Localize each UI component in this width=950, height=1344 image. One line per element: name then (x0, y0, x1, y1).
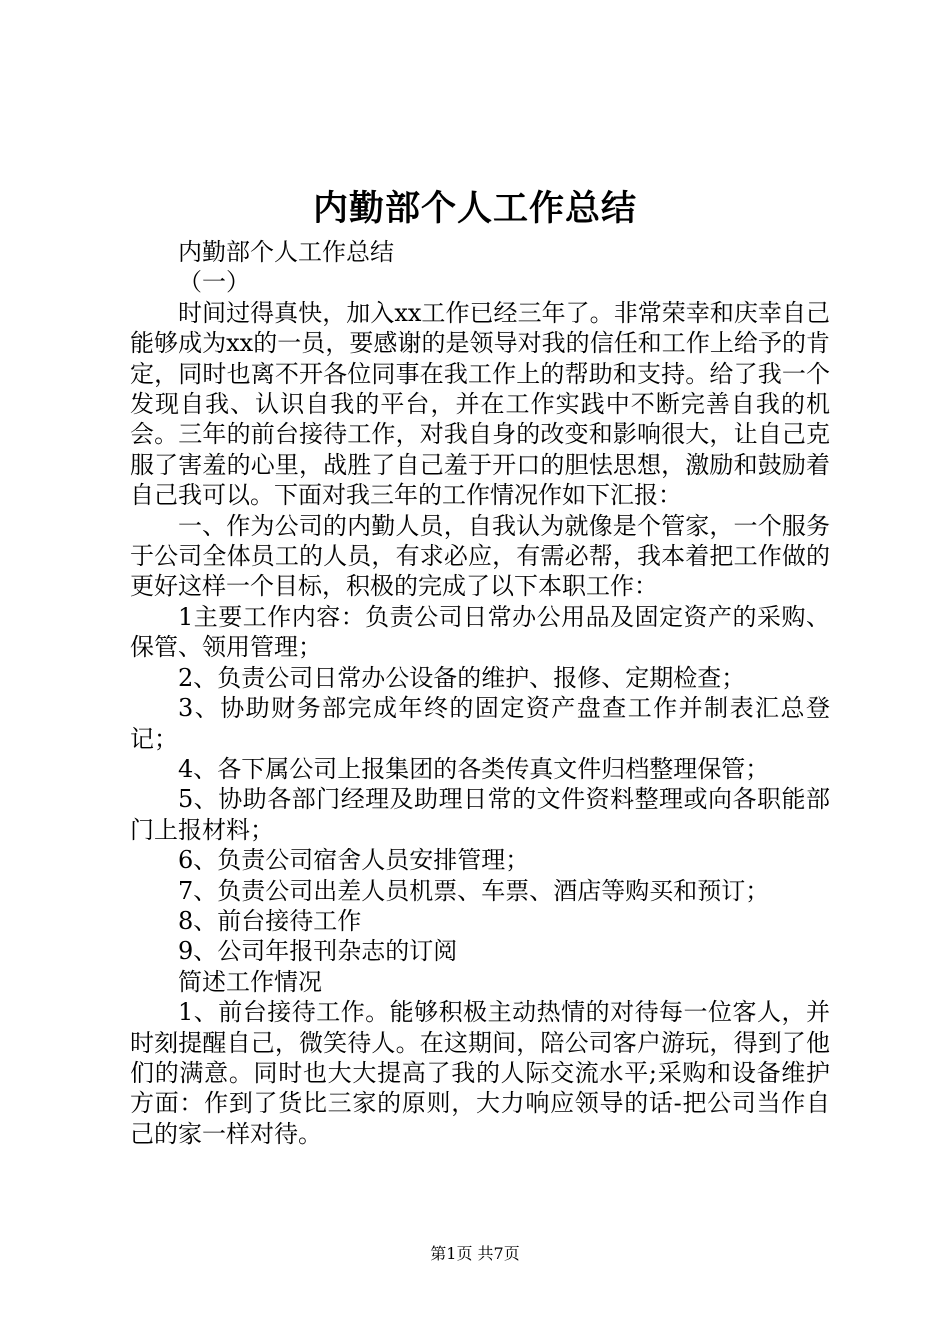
paragraph-duty-9: 9、公司年报刊杂志的订阅 (178, 937, 458, 966)
document-title: 内勤部个人工作总结 (312, 188, 637, 229)
page-footer: 第1页 共7页 (430, 1244, 520, 1263)
paragraph-duty-5: 5、协助各部门经理及助理日常的文件资料整理或向各职能部门上报材料； (130, 785, 830, 844)
paragraph-summary-heading: 简述工作情况 (178, 967, 322, 996)
document-body (130, 237, 830, 1149)
paragraph-duty-2: 2、负责公司日常办公设备的维护、报修、定期检查； (178, 663, 746, 692)
paragraph-duty-1: 1主要工作内容：负责公司日常办公用品及固定资产的采购、保管、领用管理； (130, 602, 830, 662)
paragraph-intro: 时间过得真快，加入xx工作已经三年了。非常荣幸和庆幸自己能够成为xx的一员，要感谢的是领导对我的信任和工作上给予的肯定，同时也离不开各位同事在我工作上的帮助和支持。给了我一个发现自我、认识自我的平台，并在工作实践中不断完善自我的机会。三年的前台接待工作，对我自身的改变和影响很大，让自己克服了害羞的心里，战胜了自己羞于开口的胆怯思想，激励和鼓励着自己我可以。下面对我三年的工作情况作如下汇报： (130, 298, 830, 510)
paragraph-summary-1: 1、前台接待工作。能够积极主动热情的对待每一位客人，并时刻提醒自己，微笑待人。在这期间，陪公司客户游玩，得到了他们的满意。同时也大大提高了我的人际交流水平;采购和设备维护方面：作到了货比三家的原则，大力响应领导的话-把公司当作自己的家一样对待。 (130, 998, 830, 1148)
paragraph-duty-6: 6、负责公司宿舍人员安排管理； (178, 846, 530, 875)
paragraph-duty-7: 7、负责公司出差人员机票、车票、酒店等购买和预订； (178, 876, 770, 905)
paragraph-duty-3: 3、协助财务部完成年终的固定资产盘查工作并制表汇总登记； (130, 694, 830, 753)
paragraph-section-number: （一） (178, 268, 250, 297)
paragraph-role: 一、作为公司的内勤人员，自我认为就像是个管家，一个服务于公司全体员工的人员，有求必应，有需必帮，我本着把工作做的更好这样一个目标，积极的完成了以下本职工作： (130, 511, 830, 601)
paragraph-duty-8: 8、前台接待工作 (178, 906, 362, 935)
paragraph-duty-4: 4、各下属公司上报集团的各类传真文件归档整理保管； (178, 754, 770, 783)
paragraph-subtitle: 内勤部个人工作总结 (178, 238, 394, 266)
